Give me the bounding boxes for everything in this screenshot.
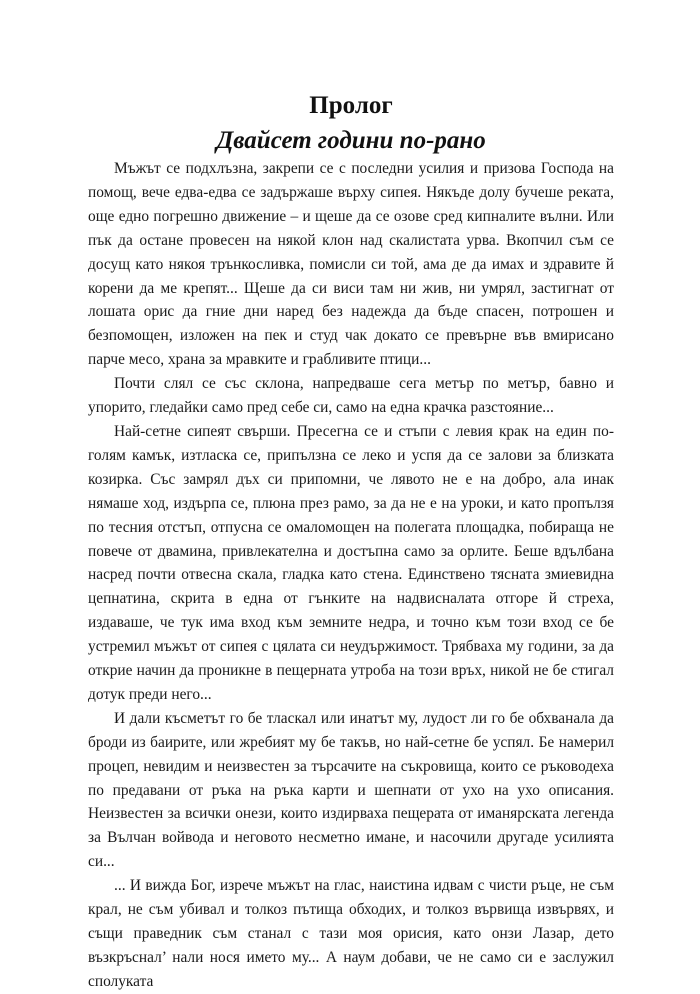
chapter-title: Пролог [309,92,393,119]
paragraph-2: Почти слял се със склона, напредваше сега метър по метър, бавно и упорито, гледайки само пред себе си, само на една крачка разстояние... [88,375,614,417]
paragraph-5: ... И вижда Бог, изрече мъжът на глас, наистина идвам с чисти ръце, не съм крал, не съм убивал и толкоз пътища обходих, и толкоз вървища извървях, и същи праведник съм станал с тази моя орисия, като онзи Лазар, дето възкръснал’ нали нося името му... А наум добави, че не само си е заслужил сполуката [88,877,614,990]
page-content [88,90,614,994]
paragraph-3: Най-сетне сипеят свърши. Пресегна се и стъпи с левия крак на един по-голям камък, изтласка се, припълзна се леко и успя да се залови за близката козирка. Със замрял дъх си припомни, че лявото не е на добро, ала инак нямаше ход, издърпа се, плюна през рамо, за да не е на уроки, и като пропълзя по тесния отстъп, отпусна се омаломощен на полегата площадка, побираща не повече от двамина, привлекателна и достъпна само за орлите. Беше вдълбана насред почти отвесна скала, гладка като стена. Единствено тясната змиевидна цепнатина, скрита в една от гънките на надвисналата отгоре й стреха, издаваше, че тук има вход към земните недра, и точно към този вход се бе устремил мъжът от сипея с цялата си неудържимост. Трябваха му години, за да открие начин да проникне в пещерната утроба на този връх, никой не бе стигал дотук преди него... [88,422,614,703]
chapter-subtitle: Двайсет години по-рано [216,127,486,154]
paragraph-1: Мъжът се подхлъзна, закрепи се с последни усилия и призова Господа на помощ, вече едва-едва се задържаше върху сипея. Някъде долу бучеше реката, още едно погрешно движение – и щеше да се озове сред кипналите вълни. Или пък да остане провесен на някой клон над скалистата урва. Вкопчил съм се досущ като някоя трънкосливка, помисли си той, ама де да имах и здравите й корени да ме крепят... Щеше да си виси там ни жив, ни умрял, застигнат от лошата орис да гние дни наред без надежда да бъде спасен, потрошен и безпомощен, изложен на пек и студ чак докато се превърне във вмирисано парче месо, храна за мравките и грабливите птици... [88,160,614,369]
paragraph-4: И дали късметът го бе тласкал или инатът му, лудост ли го бе обхванала да броди из баирите, или жребият му бе такъв, но най-сетне бе успял. Бе намерил процеп, невидим и неизвестен за търсачите на съкровища, които се ръководеха по предавани от ръка на ръка карти и шепнати от ухо на ухо описания. Неизвестен за всички онези, които издирваха пещерата от иманярската легенда за Вълчан войвода и неговото несметно имане, и насочили другаде усилията си... [88,709,614,871]
